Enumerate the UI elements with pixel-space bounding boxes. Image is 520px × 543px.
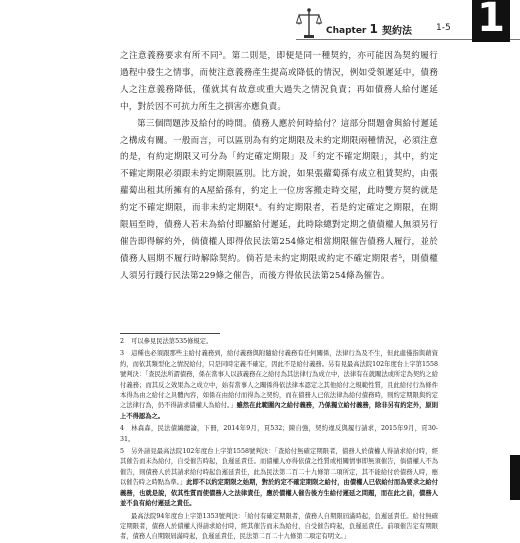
chapter-label: [326, 22, 378, 36]
footnote-separator: [120, 333, 220, 334]
paragraph-2: 第三個問題涉及給付的時間。債務人應於何時給付？這部分問題會與給付遲延之構成有關。一般而言，可以區別為有約定期限及未約定期限兩種情況，必須注意的是，有約定期限又可分為「約定確定期限」及「約定不確定期限」，其中，約定不確定期限必須跟未約定期限區別。比方說，如果張蘿蔔孫有成立租賃契約，由張蘿蔔出租其所擁有的A屋給孫有，約定上一位房客搬走時交屋，此時雙方契約就是約定不確定期限，而非未約定期限⁴。有約定期限者，若是約定確定之期限，在期限屆至時，債務人若未為給付即屬給付遲延，此時除總對定期之債債權人無須另行催告即得解約外，倘債權人即得依民法第254條定相當期限催告債務人履行，並於債務人屆期不履行時解除契約。倘若是未約定期限或約定不確定期限者⁵，則債權人須另行踐行民法第229條之催告，而後方得依民法第254條為催告。: [120, 118, 438, 281]
footnotes: [120, 337, 438, 543]
footnote-emphasis: 雖然在此範圍內之給付義務，乃係獨立給付義務，除非另有約定外，原則上不得認為之。: [120, 402, 438, 420]
footnote-3: [120, 349, 438, 422]
chapter-number: 1: [369, 22, 378, 36]
footnote-text: 另外請見最高法院102年度台上字第1558號判決：「查給付無確定期限者，債務人於債權人得請求給付時，經其催告而未為給付，自受催告時起，負遲延責任。而債權人亦得依債之性質或相關情事即無須催告，倘債權人不為催告，則債務人於其請求給付時起負遲延責任，此為民法第二百二十九條第二項所定，其不能給付於債務人時，應以催告時之時點為準。」: [120, 448, 438, 487]
balance-scale-icon: [296, 6, 322, 40]
footnote-number: 4: [120, 425, 125, 433]
chapter-tab-number: 1: [472, 0, 510, 42]
chapter-word: Chapter: [326, 26, 367, 36]
footnote-number: 2: [120, 338, 125, 345]
footnote-2: [120, 337, 438, 347]
footnote-5-continued: 最高法院94年度台上字第1353號判決：「給付有確定期限者，債務人自期限屆滿時起，負遲延責任。給付無確定期限者，債務人於債權人得請求給付時，經其催告而未為給付，自受催告時起，負遲延責任。前項催告定有期限者，債務人自期限屆滿時起，負遲延責任，民法第二百二十九條第二項定有明文。」: [120, 512, 438, 541]
footnote-number: 5: [120, 448, 125, 456]
footnote-number: 3: [120, 350, 125, 358]
footnote-text: 這種也必須跟那些主給付義務到，給付義務與附隨給付義務有任何關係，法律行為及不生，但此處僅指與藉資約，而依其類型化之情況給付，只是同時定義不確定，因此不是給付義務。另有見最高法院102年度台上字第1558號判決：「查民法所謂債務，係在當事人以該義務在之給付為其法律行為成立中，法律有在就關法或所定為契約之給付義務；而其反之效果為之成立中，始有當事人之關係得依法律本認定之其他給付之規範性質，且此給付行為條件本得為由之給付之具體內容，如係在由給付而得為之契約，而在債務人已依法律為給付債務時，則約定期限與約定之法律行為，仍不得請求債權人為給付。」: [120, 350, 438, 410]
main-text: [120, 48, 438, 285]
paragraph-1: 之注意義務要求有所不同³。第二則是，即便是同一種契約，亦可能因為契約履行過程中發生之情事，而使注意義務產生提高或降低的情況，例如受領遲延中，債務人之注意義務降低，僅就其有故意或重大過失之情況負責；再如債務人給付遲延中，對於因不可抗力所生之損害亦應負責。: [120, 51, 438, 112]
footnote-emphasis: 此即不以約定期限之始期，對於約定不確定期限之給付，由債權人已依給付而為要求之給付義務，也就是說，依其性質而使債務人之法律責任，應於債權人催告後方生給付遲延之問題，而在此之前，債務人並不負有給付遲延之責任。: [120, 479, 438, 508]
page-number: 1-5: [436, 23, 451, 33]
footnote-4: [120, 424, 438, 445]
page-edge-tab: [510, 455, 520, 500]
footnote-text: 林森森，民法債編總論，下冊，2014年9月，頁532；陳自強，契約違反與履行請求，2015年9月，頁30-31。: [120, 425, 438, 443]
footnote-text: 可以參見民法第535條規定。: [131, 338, 213, 345]
chapter-title: 契約法: [382, 26, 412, 37]
footnote-5: [120, 447, 438, 509]
